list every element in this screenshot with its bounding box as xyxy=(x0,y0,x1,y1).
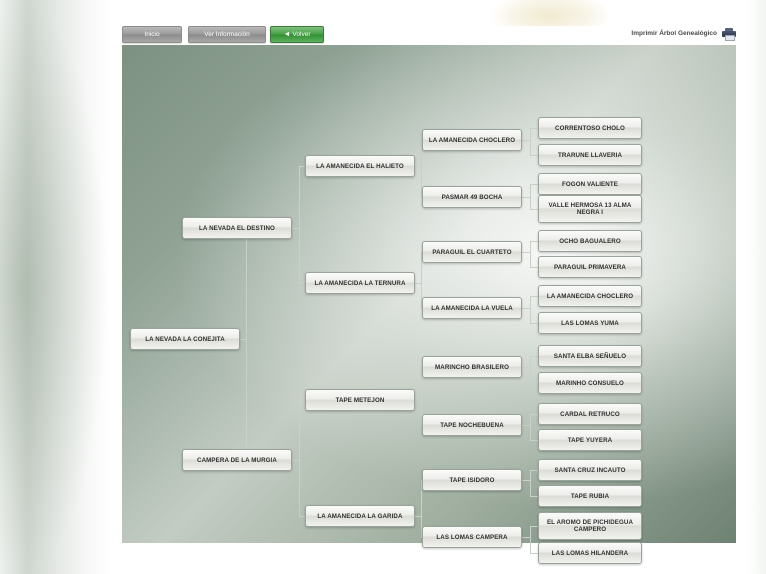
connector-line xyxy=(522,197,530,198)
pedigree-node[interactable]: LAS LOMAS CAMPERA xyxy=(422,526,522,548)
connector-line xyxy=(530,241,531,252)
pedigree-node[interactable]: PARAGUIL EL CUARTETO xyxy=(422,241,522,263)
pedigree-node[interactable]: MARINHO CONSUELO xyxy=(538,372,642,394)
pedigree-node[interactable]: CARDAL RETRUCO xyxy=(538,403,642,425)
back-arrow-icon: ◄ xyxy=(283,31,291,38)
connector-line xyxy=(530,526,531,537)
connector-line xyxy=(246,228,247,339)
connector-line xyxy=(530,241,538,242)
connector-line xyxy=(530,553,538,554)
pedigree-node[interactable]: LAS LOMAS YUMA xyxy=(538,312,642,334)
pedigree-node[interactable]: LA NEVADA EL DESTINO xyxy=(182,217,292,239)
connector-line xyxy=(530,356,531,367)
connector-line xyxy=(299,228,300,283)
crest-watermark-icon xyxy=(490,0,610,26)
connector-line xyxy=(530,184,531,197)
connector-line xyxy=(530,155,538,156)
print-area[interactable] xyxy=(631,24,736,42)
connector-line xyxy=(530,128,538,129)
printer-paper xyxy=(725,35,735,41)
pedigree-node[interactable]: LA AMANECIDA LA GARIDA xyxy=(305,505,415,527)
connector-line xyxy=(299,400,300,460)
pedigree-node[interactable]: VALLE HERMOSA 13 ALMA NEGRA I xyxy=(538,195,642,223)
pedigree-node[interactable]: CAMPERA DE LA MURGIA xyxy=(182,449,292,471)
pedigree-node[interactable]: SANTA CRUZ INCAUTO xyxy=(538,459,642,481)
connector-line xyxy=(530,383,538,384)
connector-line xyxy=(530,296,538,297)
pedigree-node[interactable]: TAPE ISIDORO xyxy=(422,469,522,491)
pedigree-node[interactable]: PASMAR 49 BOCHA xyxy=(422,186,522,208)
connector-line xyxy=(530,470,531,480)
connector-line xyxy=(530,252,531,267)
connector-line xyxy=(530,537,531,553)
connector-line xyxy=(530,267,538,268)
connector-line xyxy=(530,184,538,185)
pedigree-node[interactable]: LA AMANECIDA CHOCLERO xyxy=(422,129,522,151)
print-label: Imprimir Árbol Genealógico xyxy=(631,29,717,37)
connector-line xyxy=(299,166,300,228)
volver-label: Volver xyxy=(292,31,311,38)
toolbar xyxy=(110,0,748,45)
connector-line xyxy=(530,496,538,497)
connector-line xyxy=(522,537,530,538)
pedigree-node[interactable]: EL AROMO DE PICHIDEGUA CAMPERO xyxy=(538,512,642,540)
connector-line xyxy=(530,128,531,140)
connector-line xyxy=(530,140,531,155)
pedigree-node[interactable]: TAPE NOCHEBUENA xyxy=(422,414,522,436)
pedigree-node[interactable]: LA AMANECIDA LA VUELA xyxy=(422,297,522,319)
pedigree-node[interactable]: FOGON VALIENTE xyxy=(538,173,642,195)
inicio-button[interactable]: Inicio xyxy=(122,26,182,43)
pedigree-node[interactable]: LA AMANECIDA LA TERNURA xyxy=(305,272,415,294)
pedigree-node[interactable]: LAS LOMAS HILANDERA xyxy=(538,542,642,564)
right-decorative-edge xyxy=(748,0,766,574)
pedigree-node[interactable]: MARINCHO BRASILERO xyxy=(422,356,522,378)
connector-line xyxy=(530,414,531,425)
pedigree-node[interactable]: OCHO BAGUALERO xyxy=(538,230,642,252)
connector-line xyxy=(530,414,538,415)
pedigree-node[interactable]: LA NEVADA LA CONEJITA xyxy=(130,328,240,350)
connector-line xyxy=(522,480,530,481)
pedigree-node[interactable]: CORRENTOSO CHOLO xyxy=(538,117,642,139)
pedigree-node[interactable]: TRARUNE LLAVERIA xyxy=(538,144,642,166)
left-decorative-edge xyxy=(0,0,110,574)
pedigree-node[interactable]: LA AMANECIDA CHOCLERO xyxy=(538,285,642,307)
connector-line xyxy=(530,425,531,440)
connector-line xyxy=(530,526,538,527)
pedigree-node[interactable]: TAPE METEJON xyxy=(305,389,415,411)
connector-line xyxy=(530,356,538,357)
pedigree-node[interactable]: TAPE RUBIA xyxy=(538,485,642,507)
volver-button[interactable] xyxy=(270,26,324,43)
pedigree-node[interactable]: LA AMANECIDA EL HALIETO xyxy=(305,155,415,177)
pedigree-node[interactable]: PARAGUIL PRIMAVERA xyxy=(538,256,642,278)
connector-line xyxy=(530,470,538,471)
connector-line xyxy=(522,140,530,141)
pedigree-node[interactable]: TAPE YUYERA xyxy=(538,429,642,451)
connector-line xyxy=(530,480,531,496)
connector-line xyxy=(530,367,531,383)
connector-line xyxy=(522,367,530,368)
connector-line xyxy=(530,209,538,210)
connector-line xyxy=(299,460,300,516)
connector-line xyxy=(522,252,530,253)
connector-line xyxy=(530,323,538,324)
connector-line xyxy=(530,308,531,323)
ver-informacion-button[interactable]: Ver Información xyxy=(188,26,266,43)
connector-line xyxy=(246,339,247,460)
printer-icon[interactable] xyxy=(722,28,736,39)
connector-line xyxy=(530,296,531,308)
pedigree-node[interactable]: SANTA ELBA SEÑUELO xyxy=(538,345,642,367)
connector-line xyxy=(522,425,530,426)
content-sheet xyxy=(110,0,748,574)
connector-line xyxy=(530,440,538,441)
connector-line xyxy=(522,308,530,309)
pedigree-chart xyxy=(122,45,736,557)
connector-line xyxy=(530,197,531,209)
